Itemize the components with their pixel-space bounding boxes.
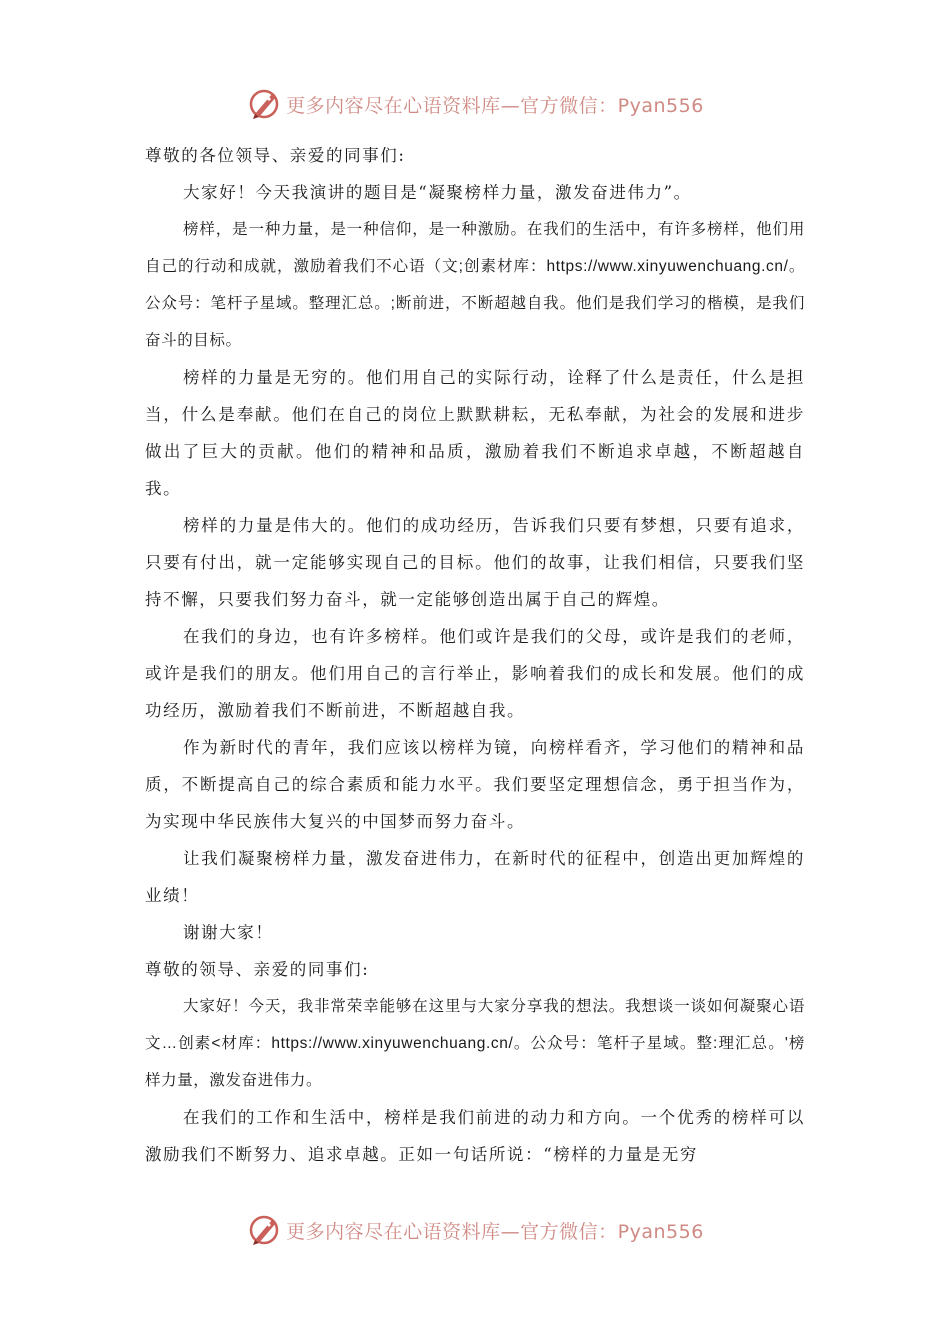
paragraph: 大家好！今天我演讲的题目是“凝聚榜样力量，激发奋进伟力”。	[183, 183, 692, 202]
paragraph: 榜样，是一种力量，是一种信仰，是一种激励。在我们的生活中，有许多榜样，他们用自己的行动和成就，激励着我们不心语（文;创素材库：https://www.xinyuwenchuang.cn/。公众号：笔杆子星域。整理汇总。;断前进，不断超越自我。他们是我们学习的楷模，是我们奋斗的目标。	[145, 221, 805, 349]
document-body	[145, 137, 805, 1173]
greeting: 尊敬的领导、亲爱的同事们:	[145, 960, 370, 979]
banner-text: 更多内容尽在心语资料库—官方微信：Pyan556	[286, 1220, 704, 1243]
paragraph: 榜样的力量是伟大的。他们的成功经历，告诉我们只要有梦想，只要有追求，只要有付出，就一定能够实现自己的目标。他们的故事，让我们相信，只要我们坚持不懈，只要我们努力奋斗，就一定能够创造出属于自己的辉煌。	[145, 516, 805, 609]
paragraph: 让我们凝聚榜样力量，激发奋进伟力，在新时代的征程中，创造出更加辉煌的业绩！	[145, 849, 805, 905]
paragraph: 作为新时代的青年，我们应该以榜样为镜，向榜样看齐，学习他们的精神和品质，不断提高自己的综合素质和能力水平。我们要坚定理想信念，勇于担当作为，为实现中华民族伟大复兴的中国梦而努力奋斗。	[145, 738, 805, 831]
paragraph: 在我们的身边，也有许多榜样。他们或许是我们的父母，或许是我们的老师，或许是我们的朋友。他们用自己的言行举止，影响着我们的成长和发展。他们的成功经历，激励着我们不断前进，不断超越自我。	[145, 627, 805, 720]
pen-seal-icon	[246, 1212, 282, 1248]
paragraph: 榜样的力量是无穷的。他们用自己的实际行动，诠释了什么是责任，什么是担当，什么是奉献。他们在自己的岗位上默默耕耘，无私奉献，为社会的发展和进步做出了巨大的贡献。他们的精神和品质，激励着我们不断追求卓越，不断超越自我。	[145, 368, 805, 498]
paragraph: 大家好！今天，我非常荣幸能够在这里与大家分享我的想法。我想谈一谈如何凝聚心语文…创素<材库：https://www.xinyuwenchuang.cn/。公众号：笔杆子星域。整:理汇总。'榜样力量，激发奋进伟力。	[145, 998, 805, 1089]
closing-thanks: 谢谢大家！	[183, 923, 274, 942]
footer-banner	[0, 1210, 950, 1250]
header-banner	[0, 84, 950, 124]
paragraph: 在我们的工作和生活中，榜样是我们前进的动力和方向。一个优秀的榜样可以激励我们不断努力、追求卓越。正如一句话所说：“榜样的力量是无穷	[145, 1108, 805, 1164]
pen-seal-icon	[246, 86, 282, 122]
greeting: 尊敬的各位领导、亲爱的同事们:	[145, 146, 406, 165]
banner-text: 更多内容尽在心语资料库—官方微信：Pyan556	[286, 94, 704, 117]
